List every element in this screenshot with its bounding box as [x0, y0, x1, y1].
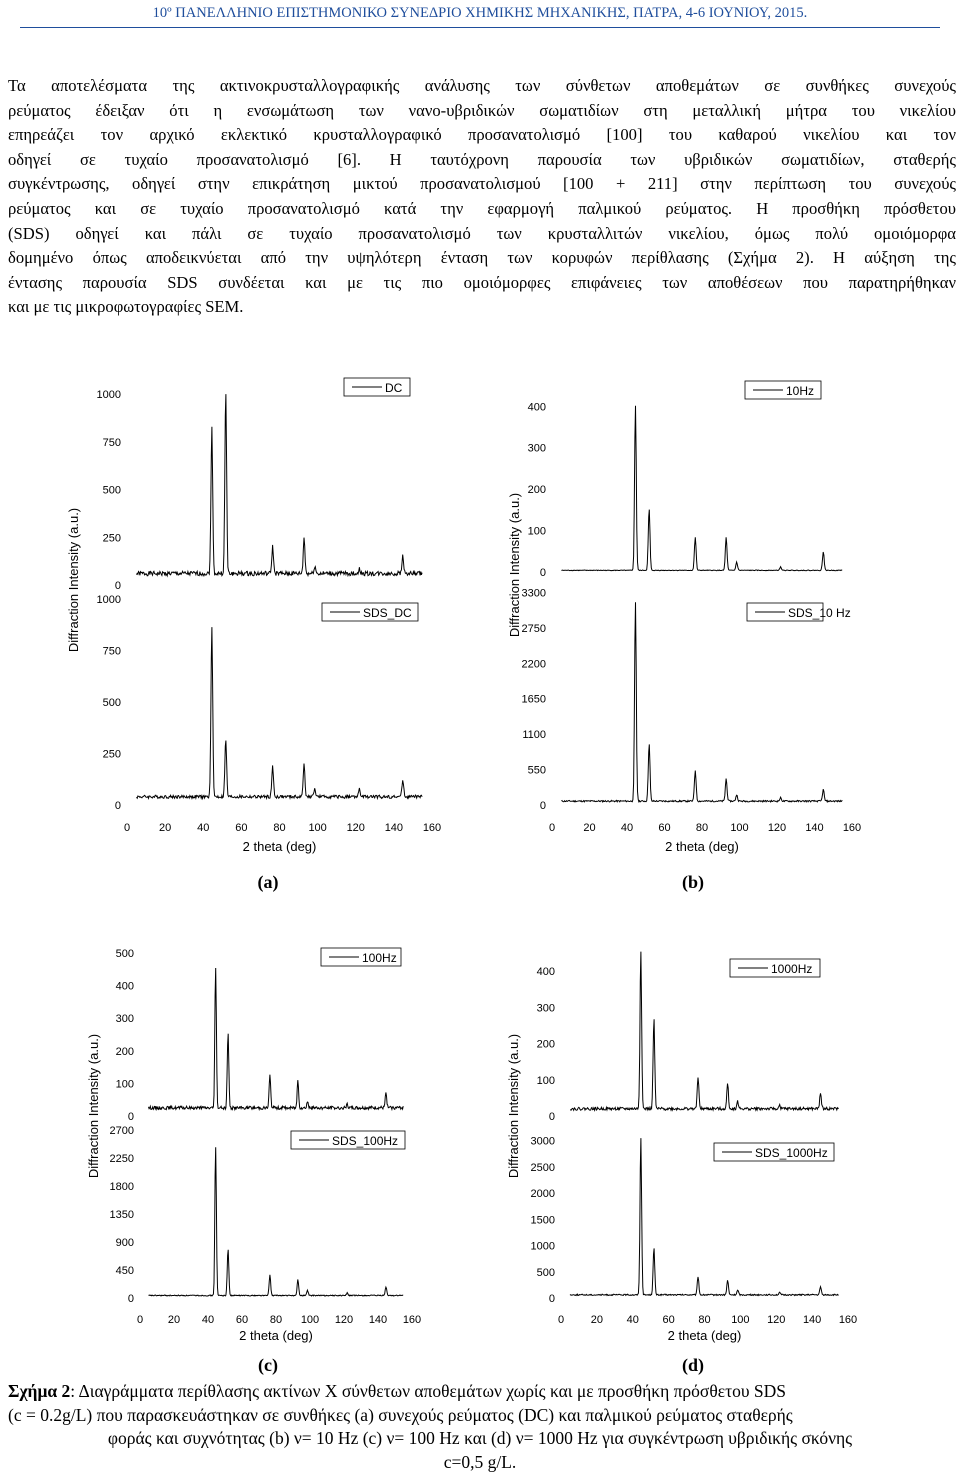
x-tick-label: 100 — [731, 1314, 750, 1326]
y-axis-label: Diffraction Intensity (a.u.) — [66, 507, 81, 653]
y-tick-label: 100 — [527, 525, 546, 538]
y-tick-label: 0 — [114, 800, 121, 812]
y-tick-label: 500 — [115, 948, 134, 960]
y-tick-label: 2000 — [530, 1188, 555, 1200]
y-tick-label: 1350 — [109, 1209, 134, 1221]
y-tick-label: 200 — [115, 1045, 134, 1058]
paragraph-line: οδηγεί σε τυχαίο προσανατολισμό [6]. Η ταυτόχρονη παρουσία των υβριδικών σωματιδίων, σταθερής — [8, 149, 956, 169]
y-tick-label: 2500 — [530, 1161, 555, 1174]
x-tick-label: 40 — [197, 822, 210, 834]
y-tick-label: 2200 — [521, 658, 546, 671]
x-tick-label: 60 — [235, 822, 248, 834]
caption-line-3: φοράς και συχνότητας (b) ν= 10 Hz (c) ν= 100 Hz και (d) ν= 1000 Hz για συγκέντρωση υβριδικής σκόνης — [107, 1428, 853, 1448]
xrd-series-line — [137, 394, 423, 576]
paragraph-line: ρεύματος και σε τυχαίο προσανατολισμό κατά την εφαρμογή παλμικού ρεύματος. Η προσθήκη πρόσθετου — [8, 198, 956, 218]
xrd-series-line — [570, 1138, 839, 1295]
paragraph-line: έντασης παρουσία SDS συνδέεται και με τις πιο ομοιόμορφες επιφάνειες των αποθέσεων που παρατηρήθηκαν — [8, 272, 956, 292]
y-axis-label: Diffraction Intensity (a.u.) — [506, 1033, 521, 1179]
xrd-series-line — [149, 1147, 404, 1296]
y-tick-label: 1650 — [521, 693, 546, 706]
y-tick-label: 250 — [102, 532, 121, 545]
y-tick-label: 3300 — [521, 587, 546, 600]
y-tick-label: 0 — [539, 567, 546, 579]
legend-label: 10Hz — [786, 384, 815, 398]
legend-label: 100Hz — [362, 951, 397, 965]
y-tick-label: 1100 — [522, 729, 546, 742]
caption-line-1 — [0, 1380, 960, 1404]
x-tick-label: 80 — [695, 822, 709, 834]
legend-label: SDS_1000Hz — [755, 1146, 828, 1160]
y-tick-label: 400 — [536, 966, 555, 979]
x-tick-label: 60 — [235, 1314, 249, 1326]
x-tick-label: 160 — [402, 1314, 422, 1326]
y-tick-label: 250 — [102, 748, 121, 761]
xrd-series-line — [561, 602, 842, 802]
x-tick-label: 20 — [590, 1314, 603, 1326]
legend-label: SDS_100Hz — [332, 1134, 399, 1148]
xrd-series-line — [137, 627, 423, 798]
y-tick-label: 900 — [115, 1237, 134, 1249]
y-axis-label: Diffraction Intensity (a.u.) — [86, 1033, 101, 1179]
x-tick-label: 80 — [273, 822, 286, 834]
x-tick-label: 120 — [334, 1314, 354, 1326]
y-tick-label: 1000 — [96, 594, 121, 606]
y-tick-label: 0 — [114, 580, 121, 592]
x-tick-label: 40 — [626, 1314, 639, 1326]
x-tick-label: 160 — [838, 1314, 858, 1326]
y-tick-label: 300 — [536, 1002, 555, 1015]
y-tick-label: 500 — [102, 697, 121, 709]
x-tick-label: 140 — [368, 1314, 388, 1326]
y-tick-label: 0 — [548, 1293, 555, 1305]
panel-label-b: (b) — [682, 872, 704, 892]
y-tick-label: 400 — [115, 980, 134, 993]
x-tick-label: 140 — [802, 1314, 822, 1326]
paragraph-line: δομημένο όπως αποδεικνύεται από την υψηλότερη ένταση των κορυφών περίθλασης (Σχήμα 2). Η αύξηση της — [8, 248, 956, 268]
y-tick-label: 0 — [127, 1111, 134, 1123]
conference-header: 10º ΠΑΝΕΛΛΗΝΙΟ ΕΠΙΣΤΗΜΟΝΙΚΟ ΣΥΝΕΔΡΙΟ ΧΗΜΙΚΗΣ ΜΗΧΑΝΙΚΗΣ, ΠΑΤΡΑ, 4-6 ΙΟΥΝΙΟΥ, 2015. — [152, 5, 808, 21]
paragraph-line: συγκέντρωσης, οδηγεί στην επικράτηση μικτού προσανατολισμού [100 + 211] στην περίπτωση του συνεχούς — [8, 174, 956, 194]
y-tick-label: 100 — [536, 1074, 555, 1087]
x-tick-label: 60 — [662, 1314, 675, 1326]
x-tick-label: 40 — [201, 1314, 215, 1326]
x-tick-label: 140 — [805, 822, 824, 834]
caption-line-2: (c = 0.2g/L) που παρασκευάστηκαν σε συνθήκες (a) συνεχούς ρεύματος (DC) και παλμικού ρεύματος σταθερής — [8, 1404, 793, 1425]
legend-label: DC — [385, 381, 403, 395]
y-tick-label: 0 — [127, 1293, 134, 1305]
paragraph-line: (SDS) οδηγεί και πάλι σε τυχαίο προσανατολισμό των κρυσταλλιτών νικελίου, όμως πολύ ομοιόμορφα — [8, 223, 956, 243]
y-tick-label: 1800 — [109, 1181, 134, 1193]
x-tick-label: 120 — [767, 822, 787, 834]
y-tick-label: 500 — [102, 484, 121, 497]
xrd-series-line — [561, 406, 842, 571]
y-axis-label: Diffraction Intensity (a.u.) — [507, 492, 522, 638]
y-tick-label: 550 — [527, 764, 546, 777]
legend-label: SDS_10 Hz — [788, 606, 851, 620]
caption-text-1: : Διαγράμματα περίθλασης ακτίνων Χ σύνθετων αποθεμάτων χωρίς και με προσθήκη πρόσθετου SDS — [70, 1381, 787, 1401]
y-tick-label: 750 — [102, 436, 121, 449]
x-axis-label: 2 theta (deg) — [239, 1328, 313, 1343]
x-tick-label: 20 — [167, 1314, 181, 1326]
legend-label: 1000Hz — [771, 962, 813, 976]
y-tick-label: 2750 — [521, 622, 546, 635]
x-tick-label: 120 — [346, 822, 365, 834]
y-tick-label: 400 — [527, 401, 546, 414]
x-tick-label: 160 — [842, 822, 862, 834]
panel-label-a: (a) — [257, 872, 279, 892]
xrd-series-line — [149, 968, 404, 1110]
x-tick-label: 160 — [422, 822, 442, 834]
x-tick-label: 0 — [136, 1314, 144, 1326]
figure-caption — [0, 1380, 960, 1474]
y-tick-label: 100 — [115, 1078, 134, 1091]
y-tick-label: 0 — [548, 1111, 555, 1123]
paragraph-line: επηρεάζει τον αρχικό εκλεκτικό κρυσταλλογραφικό προσανατολισμό [100] του καθαρού νικελίου και τον — [8, 125, 956, 145]
paragraph-line: και με τις μικροφωτογραφίες SEM. — [8, 297, 244, 317]
panel-label-c: (c) — [258, 1355, 278, 1375]
y-tick-label: 200 — [527, 484, 546, 497]
x-tick-label: 140 — [384, 822, 404, 834]
x-tick-label: 100 — [300, 1314, 320, 1326]
paragraph-line: ρεύματος έδειξαν ότι η ενσωμάτωση των νανο-υβριδικών σωματιδίων στη μεταλλική μήτρα του νικελίου — [8, 100, 956, 120]
y-tick-label: 2250 — [109, 1153, 134, 1165]
x-tick-label: 0 — [123, 822, 131, 834]
x-tick-label: 40 — [620, 822, 634, 834]
y-tick-label: 1000 — [530, 1240, 555, 1253]
y-tick-label: 1000 — [96, 389, 121, 401]
x-tick-label: 100 — [308, 822, 327, 834]
x-tick-label: 20 — [583, 822, 596, 834]
x-axis-label: 2 theta (deg) — [242, 839, 317, 854]
x-tick-label: 80 — [269, 1314, 283, 1326]
y-tick-label: 300 — [527, 442, 546, 455]
y-tick-label: 2700 — [109, 1125, 134, 1137]
y-tick-label: 500 — [536, 1266, 555, 1279]
x-tick-label: 0 — [548, 822, 556, 834]
paragraph-line: Τα αποτελέσματα της ακτινοκρυσταλλογραφικής ανάλυσης των σύνθετων αποθεμάτων σε συνθήκες συνεχούς — [8, 76, 956, 95]
y-tick-label: 750 — [102, 645, 121, 658]
x-axis-label: 2 theta (deg) — [667, 1328, 742, 1343]
x-tick-label: 80 — [698, 1314, 711, 1326]
panel-label-d: (d) — [682, 1355, 704, 1375]
x-tick-label: 100 — [730, 822, 749, 834]
y-tick-label: 450 — [115, 1265, 134, 1277]
y-tick-label: 0 — [539, 800, 546, 812]
x-tick-label: 0 — [557, 1314, 565, 1326]
legend-label: SDS_DC — [363, 606, 412, 620]
y-tick-label: 3000 — [530, 1135, 555, 1148]
x-tick-label: 60 — [658, 822, 671, 834]
y-tick-label: 1500 — [530, 1214, 555, 1227]
x-axis-label: 2 theta (deg) — [665, 839, 739, 854]
x-tick-label: 120 — [767, 1314, 786, 1326]
caption-line-4: c=0,5 g/L. — [443, 1451, 517, 1472]
y-tick-label: 300 — [115, 1013, 134, 1026]
x-tick-label: 20 — [159, 822, 172, 834]
caption-label: Σχήμα 2 — [8, 1381, 71, 1401]
y-tick-label: 200 — [536, 1038, 555, 1051]
